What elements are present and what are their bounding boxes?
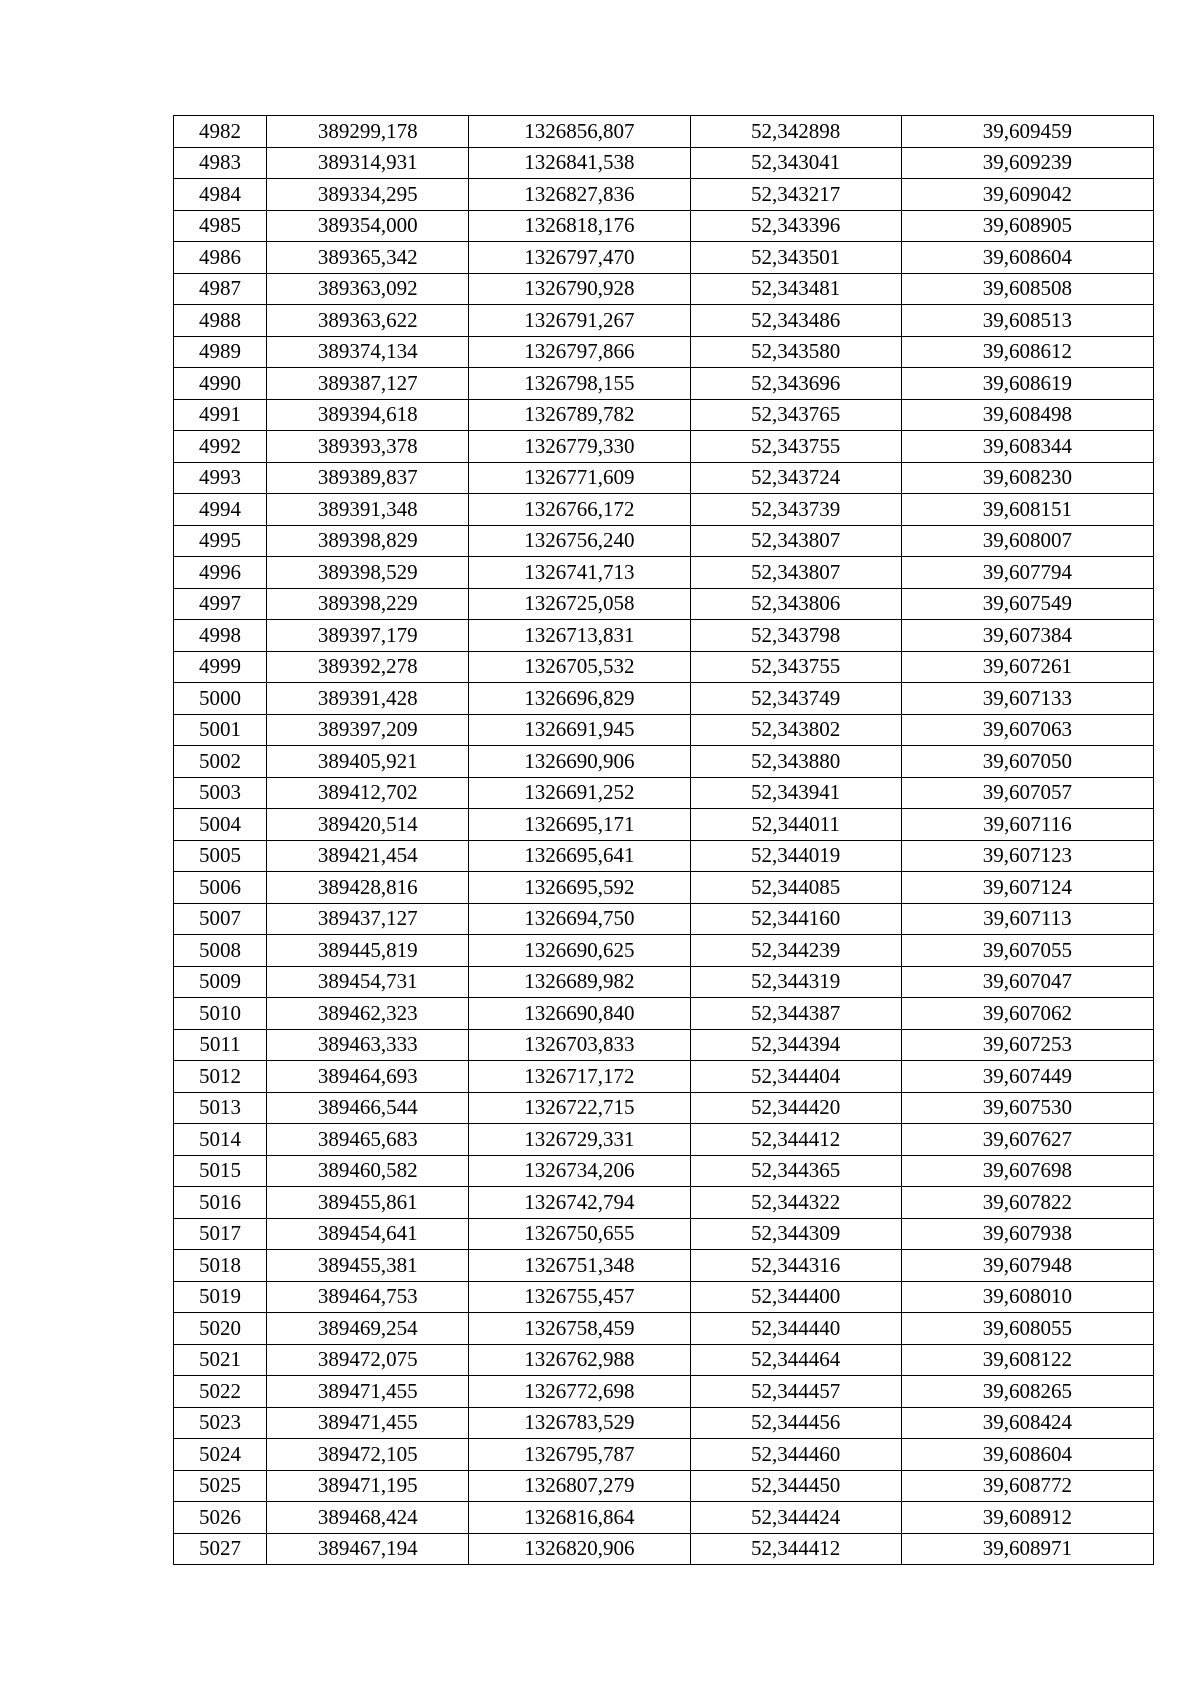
y-coordinate-cell: 1326827,836 <box>469 179 690 211</box>
latitude-cell: 52,344239 <box>690 935 901 967</box>
longitude-cell: 39,607794 <box>901 557 1153 589</box>
point-number-cell: 4997 <box>174 588 267 620</box>
latitude-cell: 52,344400 <box>690 1281 901 1313</box>
x-coordinate-cell: 389397,209 <box>267 714 469 746</box>
point-number-cell: 5017 <box>174 1218 267 1250</box>
x-coordinate-cell: 389420,514 <box>267 809 469 841</box>
longitude-cell: 39,607822 <box>901 1187 1153 1219</box>
table-row <box>174 1124 1154 1156</box>
x-coordinate-cell: 389464,753 <box>267 1281 469 1313</box>
x-coordinate-cell: 389455,861 <box>267 1187 469 1219</box>
longitude-cell: 39,607116 <box>901 809 1153 841</box>
longitude-cell: 39,609239 <box>901 147 1153 179</box>
y-coordinate-cell: 1326789,782 <box>469 399 690 431</box>
y-coordinate-cell: 1326816,864 <box>469 1502 690 1534</box>
latitude-cell: 52,343501 <box>690 242 901 274</box>
point-number-cell: 4994 <box>174 494 267 526</box>
x-coordinate-cell: 389363,622 <box>267 305 469 337</box>
point-number-cell: 4985 <box>174 210 267 242</box>
x-coordinate-cell: 389454,641 <box>267 1218 469 1250</box>
table-row <box>174 1407 1154 1439</box>
point-number-cell: 5019 <box>174 1281 267 1313</box>
point-number-cell: 4996 <box>174 557 267 589</box>
x-coordinate-cell: 389389,837 <box>267 462 469 494</box>
x-coordinate-cell: 389354,000 <box>267 210 469 242</box>
latitude-cell: 52,344404 <box>690 1061 901 1093</box>
latitude-cell: 52,343749 <box>690 683 901 715</box>
table-row <box>174 1313 1154 1345</box>
table-row <box>174 494 1154 526</box>
latitude-cell: 52,344456 <box>690 1407 901 1439</box>
y-coordinate-cell: 1326713,831 <box>469 620 690 652</box>
longitude-cell: 39,607057 <box>901 777 1153 809</box>
latitude-cell: 52,343486 <box>690 305 901 337</box>
table-row <box>174 1218 1154 1250</box>
table-row <box>174 1029 1154 1061</box>
point-number-cell: 5013 <box>174 1092 267 1124</box>
latitude-cell: 52,343807 <box>690 557 901 589</box>
latitude-cell: 52,344440 <box>690 1313 901 1345</box>
x-coordinate-cell: 389314,931 <box>267 147 469 179</box>
table-row <box>174 1061 1154 1093</box>
latitude-cell: 52,344420 <box>690 1092 901 1124</box>
longitude-cell: 39,608971 <box>901 1533 1153 1565</box>
y-coordinate-cell: 1326695,592 <box>469 872 690 904</box>
point-number-cell: 5014 <box>174 1124 267 1156</box>
y-coordinate-cell: 1326791,267 <box>469 305 690 337</box>
point-number-cell: 5000 <box>174 683 267 715</box>
longitude-cell: 39,608122 <box>901 1344 1153 1376</box>
y-coordinate-cell: 1326742,794 <box>469 1187 690 1219</box>
point-number-cell: 5024 <box>174 1439 267 1471</box>
x-coordinate-cell: 389466,544 <box>267 1092 469 1124</box>
longitude-cell: 39,608772 <box>901 1470 1153 1502</box>
table-row <box>174 935 1154 967</box>
y-coordinate-cell: 1326722,715 <box>469 1092 690 1124</box>
table-row <box>174 557 1154 589</box>
longitude-cell: 39,608508 <box>901 273 1153 305</box>
x-coordinate-cell: 389421,454 <box>267 840 469 872</box>
table-body <box>174 116 1154 1565</box>
longitude-cell: 39,607113 <box>901 903 1153 935</box>
latitude-cell: 52,344424 <box>690 1502 901 1534</box>
x-coordinate-cell: 389454,731 <box>267 966 469 998</box>
table-row <box>174 210 1154 242</box>
x-coordinate-cell: 389374,134 <box>267 336 469 368</box>
y-coordinate-cell: 1326741,713 <box>469 557 690 589</box>
x-coordinate-cell: 389467,194 <box>267 1533 469 1565</box>
y-coordinate-cell: 1326755,457 <box>469 1281 690 1313</box>
longitude-cell: 39,607530 <box>901 1092 1153 1124</box>
y-coordinate-cell: 1326750,655 <box>469 1218 690 1250</box>
y-coordinate-cell: 1326705,532 <box>469 651 690 683</box>
y-coordinate-cell: 1326841,538 <box>469 147 690 179</box>
longitude-cell: 39,608619 <box>901 368 1153 400</box>
y-coordinate-cell: 1326758,459 <box>469 1313 690 1345</box>
table-row <box>174 620 1154 652</box>
point-number-cell: 5009 <box>174 966 267 998</box>
latitude-cell: 52,344011 <box>690 809 901 841</box>
table-row <box>174 903 1154 935</box>
y-coordinate-cell: 1326691,252 <box>469 777 690 809</box>
table-row <box>174 1376 1154 1408</box>
y-coordinate-cell: 1326690,906 <box>469 746 690 778</box>
point-number-cell: 5006 <box>174 872 267 904</box>
longitude-cell: 39,607948 <box>901 1250 1153 1282</box>
longitude-cell: 39,608151 <box>901 494 1153 526</box>
y-coordinate-cell: 1326771,609 <box>469 462 690 494</box>
point-number-cell: 4993 <box>174 462 267 494</box>
x-coordinate-cell: 389398,229 <box>267 588 469 620</box>
x-coordinate-cell: 389462,323 <box>267 998 469 1030</box>
latitude-cell: 52,344309 <box>690 1218 901 1250</box>
longitude-cell: 39,607062 <box>901 998 1153 1030</box>
longitude-cell: 39,607384 <box>901 620 1153 652</box>
longitude-cell: 39,607938 <box>901 1218 1153 1250</box>
longitude-cell: 39,608604 <box>901 242 1153 274</box>
latitude-cell: 52,344464 <box>690 1344 901 1376</box>
latitude-cell: 52,344394 <box>690 1029 901 1061</box>
latitude-cell: 52,344085 <box>690 872 901 904</box>
latitude-cell: 52,344316 <box>690 1250 901 1282</box>
x-coordinate-cell: 389391,428 <box>267 683 469 715</box>
latitude-cell: 52,344365 <box>690 1155 901 1187</box>
x-coordinate-cell: 389455,381 <box>267 1250 469 1282</box>
latitude-cell: 52,344019 <box>690 840 901 872</box>
latitude-cell: 52,344412 <box>690 1533 901 1565</box>
y-coordinate-cell: 1326696,829 <box>469 683 690 715</box>
table-row <box>174 1344 1154 1376</box>
y-coordinate-cell: 1326820,906 <box>469 1533 690 1565</box>
y-coordinate-cell: 1326734,206 <box>469 1155 690 1187</box>
latitude-cell: 52,344450 <box>690 1470 901 1502</box>
table-row <box>174 116 1154 148</box>
longitude-cell: 39,608424 <box>901 1407 1153 1439</box>
latitude-cell: 52,344387 <box>690 998 901 1030</box>
table-row <box>174 336 1154 368</box>
latitude-cell: 52,343806 <box>690 588 901 620</box>
table-row <box>174 651 1154 683</box>
latitude-cell: 52,343755 <box>690 431 901 463</box>
x-coordinate-cell: 389397,179 <box>267 620 469 652</box>
longitude-cell: 39,607261 <box>901 651 1153 683</box>
latitude-cell: 52,343217 <box>690 179 901 211</box>
table-row <box>174 714 1154 746</box>
point-number-cell: 5007 <box>174 903 267 935</box>
longitude-cell: 39,607549 <box>901 588 1153 620</box>
y-coordinate-cell: 1326689,982 <box>469 966 690 998</box>
table-row <box>174 1281 1154 1313</box>
point-number-cell: 4991 <box>174 399 267 431</box>
x-coordinate-cell: 389468,424 <box>267 1502 469 1534</box>
x-coordinate-cell: 389464,693 <box>267 1061 469 1093</box>
y-coordinate-cell: 1326762,988 <box>469 1344 690 1376</box>
point-number-cell: 5012 <box>174 1061 267 1093</box>
table-row <box>174 840 1154 872</box>
longitude-cell: 39,607047 <box>901 966 1153 998</box>
x-coordinate-cell: 389471,455 <box>267 1407 469 1439</box>
longitude-cell: 39,607133 <box>901 683 1153 715</box>
y-coordinate-cell: 1326690,840 <box>469 998 690 1030</box>
x-coordinate-cell: 389398,829 <box>267 525 469 557</box>
longitude-cell: 39,608513 <box>901 305 1153 337</box>
x-coordinate-cell: 389299,178 <box>267 116 469 148</box>
table-row <box>174 1533 1154 1565</box>
longitude-cell: 39,607063 <box>901 714 1153 746</box>
table-row <box>174 399 1154 431</box>
x-coordinate-cell: 389391,348 <box>267 494 469 526</box>
longitude-cell: 39,607627 <box>901 1124 1153 1156</box>
longitude-cell: 39,607698 <box>901 1155 1153 1187</box>
table-row <box>174 777 1154 809</box>
y-coordinate-cell: 1326797,470 <box>469 242 690 274</box>
table-row <box>174 1470 1154 1502</box>
y-coordinate-cell: 1326756,240 <box>469 525 690 557</box>
table-row <box>174 1502 1154 1534</box>
longitude-cell: 39,607050 <box>901 746 1153 778</box>
point-number-cell: 5010 <box>174 998 267 1030</box>
point-number-cell: 5004 <box>174 809 267 841</box>
point-number-cell: 5021 <box>174 1344 267 1376</box>
longitude-cell: 39,608604 <box>901 1439 1153 1471</box>
x-coordinate-cell: 389471,195 <box>267 1470 469 1502</box>
latitude-cell: 52,344457 <box>690 1376 901 1408</box>
y-coordinate-cell: 1326807,279 <box>469 1470 690 1502</box>
table-row <box>174 1092 1154 1124</box>
y-coordinate-cell: 1326790,928 <box>469 273 690 305</box>
longitude-cell: 39,608010 <box>901 1281 1153 1313</box>
point-number-cell: 5023 <box>174 1407 267 1439</box>
longitude-cell: 39,608265 <box>901 1376 1153 1408</box>
y-coordinate-cell: 1326779,330 <box>469 431 690 463</box>
table-row <box>174 462 1154 494</box>
point-number-cell: 4983 <box>174 147 267 179</box>
table-row <box>174 273 1154 305</box>
point-number-cell: 4984 <box>174 179 267 211</box>
latitude-cell: 52,344322 <box>690 1187 901 1219</box>
y-coordinate-cell: 1326729,331 <box>469 1124 690 1156</box>
longitude-cell: 39,609042 <box>901 179 1153 211</box>
point-number-cell: 5018 <box>174 1250 267 1282</box>
x-coordinate-cell: 389471,455 <box>267 1376 469 1408</box>
y-coordinate-cell: 1326818,176 <box>469 210 690 242</box>
latitude-cell: 52,342898 <box>690 116 901 148</box>
latitude-cell: 52,343041 <box>690 147 901 179</box>
point-number-cell: 5027 <box>174 1533 267 1565</box>
point-number-cell: 5003 <box>174 777 267 809</box>
table-row <box>174 1155 1154 1187</box>
x-coordinate-cell: 389465,683 <box>267 1124 469 1156</box>
table-row <box>174 872 1154 904</box>
x-coordinate-cell: 389392,278 <box>267 651 469 683</box>
latitude-cell: 52,343739 <box>690 494 901 526</box>
longitude-cell: 39,609459 <box>901 116 1153 148</box>
y-coordinate-cell: 1326856,807 <box>469 116 690 148</box>
point-number-cell: 5015 <box>174 1155 267 1187</box>
latitude-cell: 52,343580 <box>690 336 901 368</box>
longitude-cell: 39,608498 <box>901 399 1153 431</box>
longitude-cell: 39,607055 <box>901 935 1153 967</box>
point-number-cell: 4987 <box>174 273 267 305</box>
longitude-cell: 39,607449 <box>901 1061 1153 1093</box>
table-row <box>174 1439 1154 1471</box>
y-coordinate-cell: 1326695,171 <box>469 809 690 841</box>
y-coordinate-cell: 1326725,058 <box>469 588 690 620</box>
longitude-cell: 39,608905 <box>901 210 1153 242</box>
table-row <box>174 431 1154 463</box>
x-coordinate-cell: 389363,092 <box>267 273 469 305</box>
latitude-cell: 52,343696 <box>690 368 901 400</box>
table-row <box>174 242 1154 274</box>
x-coordinate-cell: 389469,254 <box>267 1313 469 1345</box>
table-row <box>174 683 1154 715</box>
table-row <box>174 179 1154 211</box>
latitude-cell: 52,343481 <box>690 273 901 305</box>
latitude-cell: 52,343396 <box>690 210 901 242</box>
coordinates-table <box>173 115 1154 1565</box>
y-coordinate-cell: 1326795,787 <box>469 1439 690 1471</box>
x-coordinate-cell: 389365,342 <box>267 242 469 274</box>
y-coordinate-cell: 1326694,750 <box>469 903 690 935</box>
point-number-cell: 4989 <box>174 336 267 368</box>
point-number-cell: 4982 <box>174 116 267 148</box>
latitude-cell: 52,343798 <box>690 620 901 652</box>
x-coordinate-cell: 389437,127 <box>267 903 469 935</box>
point-number-cell: 5011 <box>174 1029 267 1061</box>
table-row <box>174 1250 1154 1282</box>
point-number-cell: 5025 <box>174 1470 267 1502</box>
longitude-cell: 39,607253 <box>901 1029 1153 1061</box>
x-coordinate-cell: 389412,702 <box>267 777 469 809</box>
longitude-cell: 39,607124 <box>901 872 1153 904</box>
y-coordinate-cell: 1326717,172 <box>469 1061 690 1093</box>
point-number-cell: 4992 <box>174 431 267 463</box>
y-coordinate-cell: 1326691,945 <box>469 714 690 746</box>
point-number-cell: 4995 <box>174 525 267 557</box>
y-coordinate-cell: 1326798,155 <box>469 368 690 400</box>
table-row <box>174 998 1154 1030</box>
y-coordinate-cell: 1326703,833 <box>469 1029 690 1061</box>
x-coordinate-cell: 389472,075 <box>267 1344 469 1376</box>
latitude-cell: 52,343807 <box>690 525 901 557</box>
table-row <box>174 966 1154 998</box>
x-coordinate-cell: 389428,816 <box>267 872 469 904</box>
latitude-cell: 52,343941 <box>690 777 901 809</box>
latitude-cell: 52,343724 <box>690 462 901 494</box>
table-row <box>174 147 1154 179</box>
point-number-cell: 4990 <box>174 368 267 400</box>
latitude-cell: 52,343755 <box>690 651 901 683</box>
table-row <box>174 368 1154 400</box>
longitude-cell: 39,608612 <box>901 336 1153 368</box>
longitude-cell: 39,608230 <box>901 462 1153 494</box>
latitude-cell: 52,344160 <box>690 903 901 935</box>
y-coordinate-cell: 1326695,641 <box>469 840 690 872</box>
point-number-cell: 5016 <box>174 1187 267 1219</box>
y-coordinate-cell: 1326766,172 <box>469 494 690 526</box>
point-number-cell: 5005 <box>174 840 267 872</box>
point-number-cell: 4986 <box>174 242 267 274</box>
point-number-cell: 5002 <box>174 746 267 778</box>
x-coordinate-cell: 389405,921 <box>267 746 469 778</box>
latitude-cell: 52,344412 <box>690 1124 901 1156</box>
table-row <box>174 525 1154 557</box>
x-coordinate-cell: 389472,105 <box>267 1439 469 1471</box>
x-coordinate-cell: 389463,333 <box>267 1029 469 1061</box>
point-number-cell: 5026 <box>174 1502 267 1534</box>
x-coordinate-cell: 389398,529 <box>267 557 469 589</box>
longitude-cell: 39,608344 <box>901 431 1153 463</box>
point-number-cell: 4998 <box>174 620 267 652</box>
latitude-cell: 52,343802 <box>690 714 901 746</box>
x-coordinate-cell: 389387,127 <box>267 368 469 400</box>
latitude-cell: 52,343765 <box>690 399 901 431</box>
table-row <box>174 809 1154 841</box>
x-coordinate-cell: 389334,295 <box>267 179 469 211</box>
y-coordinate-cell: 1326783,529 <box>469 1407 690 1439</box>
longitude-cell: 39,608055 <box>901 1313 1153 1345</box>
table-row <box>174 588 1154 620</box>
y-coordinate-cell: 1326690,625 <box>469 935 690 967</box>
table-row <box>174 305 1154 337</box>
table-row <box>174 746 1154 778</box>
latitude-cell: 52,344460 <box>690 1439 901 1471</box>
x-coordinate-cell: 389460,582 <box>267 1155 469 1187</box>
x-coordinate-cell: 389394,618 <box>267 399 469 431</box>
y-coordinate-cell: 1326772,698 <box>469 1376 690 1408</box>
point-number-cell: 5008 <box>174 935 267 967</box>
table-row <box>174 1187 1154 1219</box>
longitude-cell: 39,608007 <box>901 525 1153 557</box>
x-coordinate-cell: 389393,378 <box>267 431 469 463</box>
point-number-cell: 5022 <box>174 1376 267 1408</box>
point-number-cell: 5020 <box>174 1313 267 1345</box>
latitude-cell: 52,344319 <box>690 966 901 998</box>
longitude-cell: 39,608912 <box>901 1502 1153 1534</box>
point-number-cell: 4988 <box>174 305 267 337</box>
point-number-cell: 5001 <box>174 714 267 746</box>
y-coordinate-cell: 1326797,866 <box>469 336 690 368</box>
y-coordinate-cell: 1326751,348 <box>469 1250 690 1282</box>
latitude-cell: 52,343880 <box>690 746 901 778</box>
x-coordinate-cell: 389445,819 <box>267 935 469 967</box>
longitude-cell: 39,607123 <box>901 840 1153 872</box>
point-number-cell: 4999 <box>174 651 267 683</box>
